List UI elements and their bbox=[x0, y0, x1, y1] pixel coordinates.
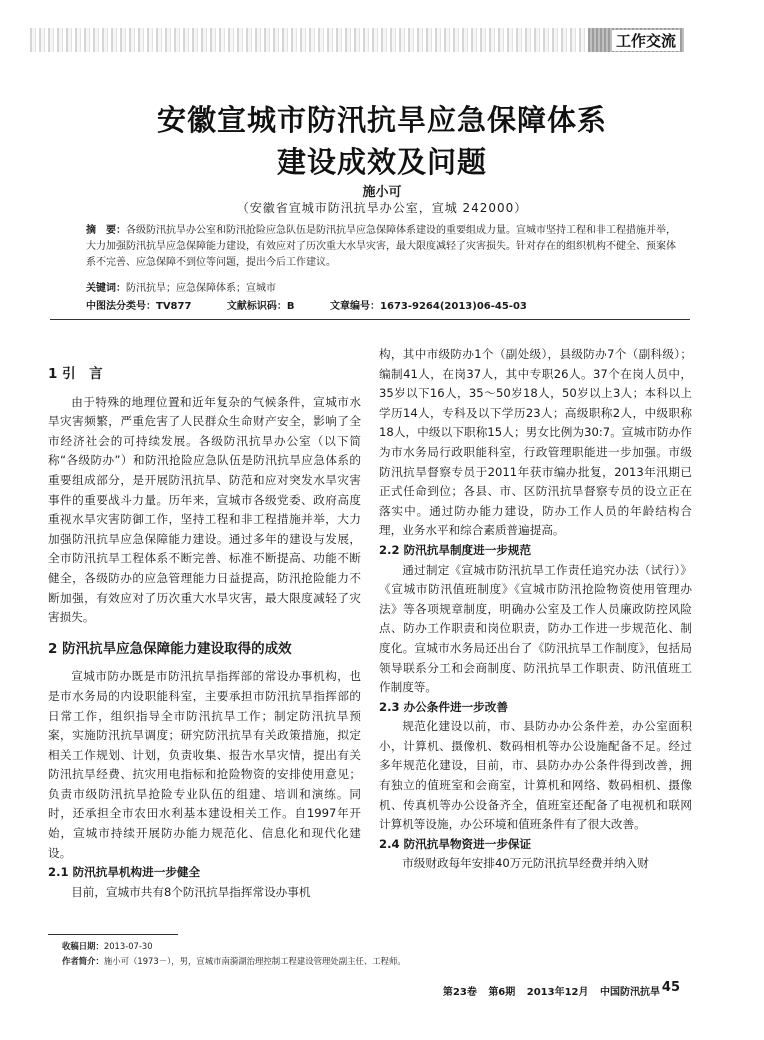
footnote-received bbox=[62, 940, 153, 952]
article-title-line2: 建设成效及问题 bbox=[276, 145, 487, 179]
heading-system: 2.2 防汛抗旱制度进一步规范 bbox=[379, 542, 532, 557]
received-label: 收稿日期： bbox=[62, 941, 104, 951]
journal-footer bbox=[435, 983, 660, 998]
paragraph-organization-cont: 构，其中市级防办1个（副处级），县级防办7个（副科级）；编制41人，在岗37人，其中专职26人。37个在岗人员中，35岁以下16人，35～50岁18人，50岁以上3人；本科以上学历14人，专科及以下学历23人；高级职称2人，中级职称18人，中级以下职称15人；男女比例为30:7。宣城市防办作为市水务局行政职能科室，行政管理职能进一步加强。市级防汛抗旱督察专员于2011年获市编办批复，2013年汛期已正式任命到位；各县、市、区防汛抗旱督察专员的设立正在落实中。通过防办能力建设，防办工作人员的年龄结构合理，业务水平和综合素质普遍提高。 bbox=[379, 347, 692, 538]
heading-materials: 2.4 防汛抗旱物资进一步保证 bbox=[379, 836, 532, 851]
left-column bbox=[48, 345, 361, 902]
clc-number: 中图法分类号：TV877 bbox=[86, 301, 192, 312]
heading-results: 2 防汛抗旱应急保障能力建设取得的成效 bbox=[48, 640, 292, 657]
journal-name: 中国防汛抗旱 bbox=[600, 987, 660, 998]
paragraph-office: 规范化建设以前，市、县防办办公条件差，办公室面积小，计算机、摄像机、数码相机等办公设施配备不足。经过多年规范化建设，目前，市、县防办办公条件得到改善，拥有独立的值班室和会商室，计算机和网络、数码相机、摄像机、传真机等办公设备齐全，值班室还配备了电视机和联网计算机等设施，办公环境和值班条件有了很大改善。 bbox=[379, 719, 692, 832]
article-title-line1: 安徽宣城市防汛抗旱应急保障体系 bbox=[156, 103, 607, 137]
keywords-text: 防汛抗旱；应急保障体系；宣城市 bbox=[126, 283, 276, 294]
footnote-author bbox=[62, 955, 406, 967]
heading-organization: 2.1 防汛抗旱机构进一步健全 bbox=[48, 865, 201, 880]
abstract-label: 摘 要： bbox=[86, 225, 126, 236]
abstract bbox=[86, 223, 680, 271]
author-affiliation: （安徽省宣城市防汛抗旱办公室，宣城 242000） bbox=[236, 201, 528, 215]
paragraph-results: 宣城市防办既是市防汛抗旱指挥部的常设办事机构，也是市水务局的内设职能科室，主要承担市防汛抗旱指挥部的日常工作，组织指导全市防汛抗旱工作；制定防汛抗旱预案，实施防汛抗旱调度；研究防汛抗旱有关政策措施，拟定相关工作规划、计划，负责收集、报告水旱灾情，提出有关防汛抗旱经费、抗灾用电指标和抢险物资的安排使用意见；负责市级防汛抗旱抢险专业队伍的组建、培训和演练。同时，还承担全市农田水利基本建设相关工作。自1997年开始，宣城市持续开展防办能力规范化、信息化和现代化建设。 bbox=[48, 669, 361, 860]
page-number: 45 bbox=[661, 980, 680, 995]
article-number: 文章编号：1673-9264(2013)06-45-03 bbox=[330, 301, 527, 312]
paragraph-introduction: 由于特殊的地理位置和近年复杂的气候条件，宣城市水旱灾害频繁，严重危害了人民群众生命财产安全，影响了全市经济社会的可持续发展。各级防汛抗旱办公室（以下简称“各级防办”）和防汛抢险应急队伍是防汛抗旱应急体系的重要组成部分，是开展防汛抗旱、防范和应对突发水旱灾害事件的重要战斗力量。历年来，宣城市各级党委、政府高度重视水旱灾害防御工作，坚持工程和非工程措施并举，大力加强防汛抗旱应急保障能力建设。通过多年的建设与发展，全市防汛抗旱工程体系不断完善、标准不断提高、功能不断健全，各级防办的应急管理能力日益提高，防汛抢险能力不断加强，有效应对了历次重大水旱灾害，最大限度减轻了灾害损失。 bbox=[48, 394, 361, 625]
abstract-text: 各级防汛抗旱办公室和防汛抢险应急队伍是防汛抗旱应急保障体系建设的重要组成力量。宣城市坚持工程和非工程措施并举，大力加强防汛抗旱应急保障能力建设，有效应对了历次重大水旱灾害，最大限度减轻了灾害损失。针对存在的组织机构不健全、预案体系不完善、应急保障不到位等问题，提出今后工作建议。 bbox=[86, 225, 676, 268]
header-divider bbox=[50, 319, 690, 320]
author-bio-label: 作者简介： bbox=[62, 956, 104, 966]
author-bio: 施小可（1973－），男，宣城市南漪湖治理控制工程建设管理处副主任、工程师。 bbox=[103, 956, 406, 966]
section-tag: 工作交流 bbox=[612, 30, 680, 51]
author-name: 施小可 bbox=[362, 185, 402, 200]
issue-date: 2013年12月 bbox=[526, 987, 589, 998]
paragraph-organization-start: 目前，宣城市共有8个防汛抗旱指挥常设办事机 bbox=[71, 884, 311, 899]
right-column bbox=[379, 345, 692, 874]
footnote-divider bbox=[48, 934, 178, 935]
paragraph-materials: 市级财政每年安排40万元防汛抗旱经费并纳入财 bbox=[402, 856, 649, 871]
header-decorative-band bbox=[30, 28, 684, 52]
received-date: 2013-07-30 bbox=[103, 941, 153, 951]
heading-office: 2.3 办公条件进一步改善 bbox=[379, 699, 508, 714]
classification-line bbox=[86, 297, 680, 312]
volume: 第23卷 bbox=[442, 987, 477, 998]
issue: 第6期 bbox=[488, 987, 516, 998]
document-code: 文献标识码：B bbox=[226, 301, 295, 312]
keywords bbox=[86, 279, 680, 294]
keywords-label: 关键词： bbox=[86, 283, 126, 294]
paragraph-system: 通过制定《宣城市防汛抗旱工作责任追究办法（试行）》《宣城市防汛值班制度》《宣城市防汛抢险物资使用管理办法》等各项规章制度，明确办公室及工作人员廉政防控风险点、防办工作职责和岗位职责，防办工作进一步规范化、制度化。宣城市水务局还出台了《防汛抗旱工作制度》，包括局领导联系分工和会商制度、防汛抗旱工作职责、防汛值班工作制度等。 bbox=[379, 562, 692, 695]
heading-introduction: 1 引 言 bbox=[48, 366, 103, 382]
